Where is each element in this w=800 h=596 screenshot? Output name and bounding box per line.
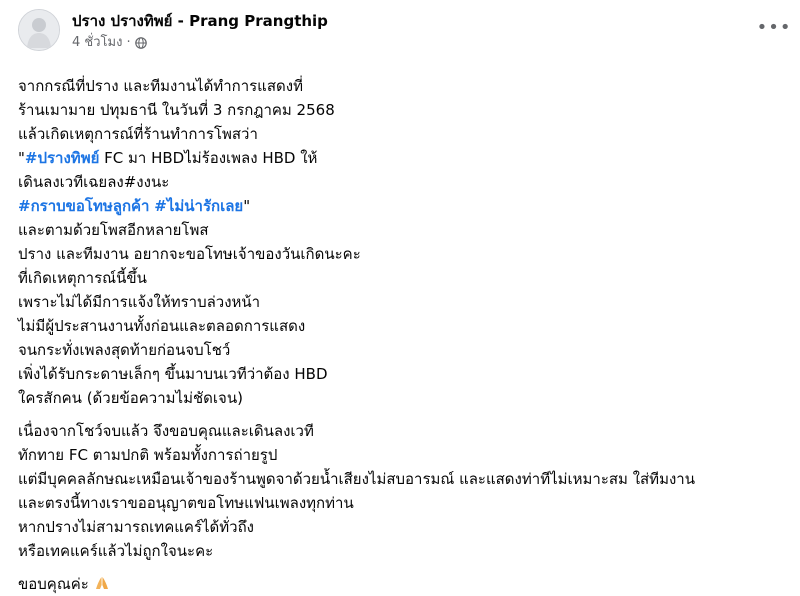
text-line: เพราะไม่ได้มีการแจ้งให้ทราบล่วงหน้า bbox=[18, 293, 261, 311]
text-line: ไม่มีผู้ประสานงานทั้งก่อนและตลอดการแสดง bbox=[18, 317, 306, 335]
globe-icon[interactable] bbox=[135, 37, 147, 49]
meta-separator: · bbox=[126, 35, 131, 50]
post-body bbox=[18, 74, 793, 596]
text-line: เพิ่งได้รับกระดาษเล็กๆ ขึ้นมาบนเวทีว่าต้อง HBD bbox=[18, 365, 328, 383]
post-meta bbox=[72, 34, 328, 52]
text-line bbox=[18, 194, 793, 218]
quote-open: " bbox=[18, 149, 25, 167]
text-line: หรือเทคแคร์แล้วไม่ถูกใจนะคะ bbox=[18, 542, 214, 560]
text-line: ที่เกิดเหตุการณ์นี้ขึ้น bbox=[18, 269, 147, 287]
person-photo-icon bbox=[19, 10, 59, 50]
thanks-text: ขอบคุณค่ะ bbox=[18, 575, 89, 593]
text-line: แล้วเกิดเหตุการณ์ที่ร้านทำการโพสว่า bbox=[18, 125, 258, 143]
text-line: และตรงนี้ทางเราขออนุญาตขอโทษแฟนเพลงทุกท่าน bbox=[18, 494, 354, 512]
text-line: ปราง และทีมงาน อยากจะขอโทษเจ้าของวันเกิดนะคะ bbox=[18, 245, 361, 263]
hashtag-link[interactable]: #ไม่น่ารักเลย bbox=[154, 197, 244, 215]
text-line: ใครสักคน (ด้วยข้อความไม่ชัดเจน) bbox=[18, 389, 243, 407]
folded-hands-icon bbox=[94, 575, 110, 591]
profile-avatar[interactable] bbox=[18, 9, 60, 51]
hashtag-link[interactable]: #ปรางทิพย์ bbox=[24, 149, 100, 167]
author-name[interactable]: ปราง ปรางทิพย์ - Prang Prangthip bbox=[72, 12, 328, 30]
text-line: แต่มีบุคคลลักษณะเหมือนเจ้าของร้านพูดจาด้วยน้ำเสียงไม่สบอารมณ์ และแสดงท่าทีไม่เหมาะสม ใส่ทีมงาน bbox=[18, 470, 695, 488]
text-line bbox=[18, 146, 793, 170]
text-line: เนื่องจากโชว์จบแล้ว จึงขอบคุณและเดินลงเวที bbox=[18, 422, 314, 440]
text-line: จากกรณีที่ปราง และทีมงานได้ทำการแสดงที่ bbox=[18, 77, 303, 95]
text-line: หากปรางไม่สามารถเทคแคร์ได้ทั่วถึง bbox=[18, 518, 254, 536]
text-fragment: FC มา HBDไม่ร้องเพลง HBD ให้ bbox=[99, 149, 318, 167]
hashtag-link[interactable]: #กราบขอโทษลูกค้า bbox=[18, 197, 150, 215]
text-line: ทักทาย FC ตามปกติ พร้อมทั้งการถ่ายรูป bbox=[18, 446, 278, 464]
quote-close: " bbox=[243, 197, 251, 215]
text-line: ร้านเมามาย ปทุมธานี ในวันที่ 3 กรกฎาคม 2568 bbox=[18, 101, 335, 119]
text-line: และตามด้วยโพสอีกหลายโพส bbox=[18, 221, 209, 239]
text-line: จนกระทั่งเพลงสุดท้ายก่อนจบโชว์ bbox=[18, 341, 231, 359]
post-header bbox=[18, 9, 328, 59]
post-time[interactable]: 4 ชั่วโมง bbox=[72, 35, 123, 50]
text-line bbox=[18, 572, 793, 596]
more-options-icon[interactable]: ••• bbox=[756, 17, 792, 38]
text-line: เดินลงเวทีเฉยลง#งงนะ bbox=[18, 173, 170, 191]
